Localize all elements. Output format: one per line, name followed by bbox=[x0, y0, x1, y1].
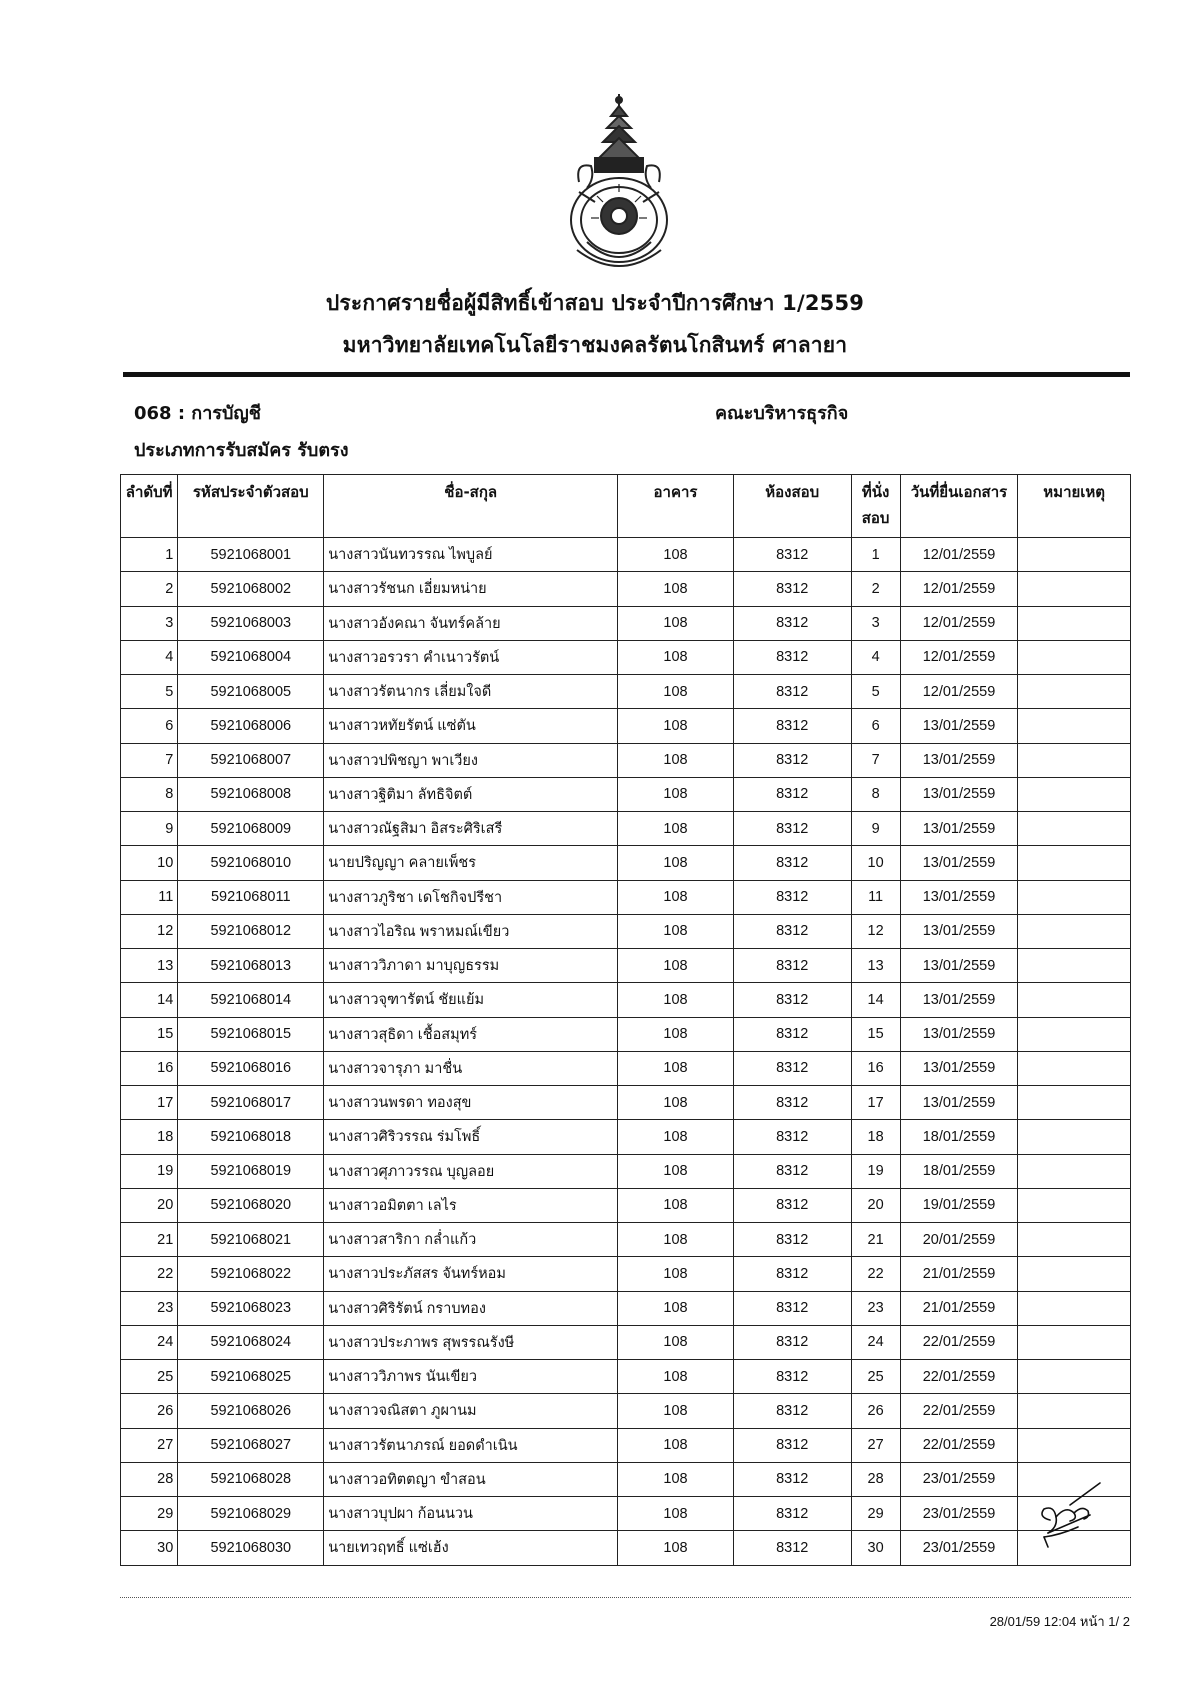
cell-room: 8312 bbox=[733, 1188, 851, 1222]
cell-remark bbox=[1018, 846, 1131, 880]
table-row bbox=[121, 675, 1131, 709]
table-row bbox=[121, 1291, 1131, 1325]
cell-name: นางสาวศุภาวรรณ บุญลอย bbox=[324, 1154, 618, 1188]
cell-name: นางสาวอทิตตญา ขำสอน bbox=[324, 1462, 618, 1496]
cell-remark bbox=[1018, 983, 1131, 1017]
cell-doc-date: 21/01/2559 bbox=[900, 1257, 1018, 1291]
cell-name: นางสาวนันทวรรณ ไพบูลย์ bbox=[324, 538, 618, 572]
cell-room: 8312 bbox=[733, 1325, 851, 1359]
cell-exam-id: 5921068026 bbox=[178, 1394, 324, 1428]
cell-room: 8312 bbox=[733, 1462, 851, 1496]
table-row bbox=[121, 1257, 1131, 1291]
cell-room: 8312 bbox=[733, 1086, 851, 1120]
cell-room: 8312 bbox=[733, 1257, 851, 1291]
cell-building: 108 bbox=[618, 1257, 734, 1291]
header-seat-line1: ที่นั่ง bbox=[861, 483, 890, 501]
cell-name: นางสาวณัฐสิมา อิสระศิริเสรี bbox=[324, 812, 618, 846]
cell-name: นางสาวฐิติมา ลัทธิจิตต์ bbox=[324, 777, 618, 811]
cell-name: นางสาวไอริณ พราหมณ์เขียว bbox=[324, 914, 618, 948]
cell-exam-id: 5921068003 bbox=[178, 606, 324, 640]
cell-name: นางสาวหทัยรัตน์ แซ่ตัน bbox=[324, 709, 618, 743]
cell-room: 8312 bbox=[733, 1531, 851, 1565]
cell-no: 6 bbox=[121, 709, 178, 743]
cell-building: 108 bbox=[618, 1291, 734, 1325]
cell-building: 108 bbox=[618, 1497, 734, 1531]
header-remark: หมายเหตุ bbox=[1018, 475, 1131, 538]
cell-name: นางสาวสาริกา กล่ำแก้ว bbox=[324, 1223, 618, 1257]
cell-no: 9 bbox=[121, 812, 178, 846]
cell-doc-date: 12/01/2559 bbox=[900, 675, 1018, 709]
university-name: มหาวิทยาลัยเทคโนโลยีราชมงคลรัตนโกสินทร์ ศาลายา bbox=[342, 333, 848, 357]
cell-no: 30 bbox=[121, 1531, 178, 1565]
cell-remark bbox=[1018, 777, 1131, 811]
cell-seat: 17 bbox=[851, 1086, 900, 1120]
cell-no: 23 bbox=[121, 1291, 178, 1325]
cell-exam-id: 5921068014 bbox=[178, 983, 324, 1017]
cell-doc-date: 20/01/2559 bbox=[900, 1223, 1018, 1257]
cell-exam-id: 5921068009 bbox=[178, 812, 324, 846]
cell-building: 108 bbox=[618, 709, 734, 743]
cell-seat: 14 bbox=[851, 983, 900, 1017]
cell-room: 8312 bbox=[733, 880, 851, 914]
cell-doc-date: 12/01/2559 bbox=[900, 538, 1018, 572]
cell-building: 108 bbox=[618, 777, 734, 811]
cell-exam-id: 5921068028 bbox=[178, 1462, 324, 1496]
cell-building: 108 bbox=[618, 640, 734, 674]
cell-room: 8312 bbox=[733, 1360, 851, 1394]
cell-doc-date: 13/01/2559 bbox=[900, 983, 1018, 1017]
cell-seat: 22 bbox=[851, 1257, 900, 1291]
cell-seat: 29 bbox=[851, 1497, 900, 1531]
header-doc-date: วันที่ยื่นเอกสาร bbox=[900, 475, 1018, 538]
cell-seat: 16 bbox=[851, 1051, 900, 1085]
table-row bbox=[121, 572, 1131, 606]
cell-exam-id: 5921068015 bbox=[178, 1017, 324, 1051]
cell-no: 19 bbox=[121, 1154, 178, 1188]
cell-building: 108 bbox=[618, 1120, 734, 1154]
cell-doc-date: 12/01/2559 bbox=[900, 572, 1018, 606]
table-header-row bbox=[121, 475, 1131, 538]
cell-name: นายเทวฤทธิ์ แซ่เฮ้ง bbox=[324, 1531, 618, 1565]
cell-doc-date: 13/01/2559 bbox=[900, 812, 1018, 846]
cell-no: 25 bbox=[121, 1360, 178, 1394]
cell-exam-id: 5921068001 bbox=[178, 538, 324, 572]
cell-doc-date: 23/01/2559 bbox=[900, 1531, 1018, 1565]
table-row bbox=[121, 538, 1131, 572]
cell-name: นางสาวภูริชา เดโชกิจปรีชา bbox=[324, 880, 618, 914]
table-row bbox=[121, 983, 1131, 1017]
cell-name: นางสาวประภาพร สุพรรณรังษี bbox=[324, 1325, 618, 1359]
cell-remark bbox=[1018, 812, 1131, 846]
cell-exam-id: 5921068017 bbox=[178, 1086, 324, 1120]
cell-room: 8312 bbox=[733, 743, 851, 777]
cell-remark bbox=[1018, 743, 1131, 777]
cell-no: 16 bbox=[121, 1051, 178, 1085]
cell-doc-date: 13/01/2559 bbox=[900, 846, 1018, 880]
cell-doc-date: 21/01/2559 bbox=[900, 1291, 1018, 1325]
cell-remark bbox=[1018, 1428, 1131, 1462]
cell-building: 108 bbox=[618, 743, 734, 777]
cell-room: 8312 bbox=[733, 709, 851, 743]
cell-name: นางสาวนพรดา ทองสุข bbox=[324, 1086, 618, 1120]
cell-seat: 2 bbox=[851, 572, 900, 606]
cell-room: 8312 bbox=[733, 914, 851, 948]
cell-doc-date: 12/01/2559 bbox=[900, 640, 1018, 674]
cell-seat: 5 bbox=[851, 675, 900, 709]
cell-exam-id: 5921068012 bbox=[178, 914, 324, 948]
cell-remark bbox=[1018, 538, 1131, 572]
cell-name: นายปริญญา คลายเพ็ชร bbox=[324, 846, 618, 880]
cell-doc-date: 13/01/2559 bbox=[900, 1017, 1018, 1051]
cell-doc-date: 13/01/2559 bbox=[900, 709, 1018, 743]
cell-name: นางสาวอังคณา จันทร์คล้าย bbox=[324, 606, 618, 640]
cell-remark bbox=[1018, 1257, 1131, 1291]
faculty-label: คณะบริหารธุรกิจ bbox=[715, 403, 849, 424]
cell-exam-id: 5921068010 bbox=[178, 846, 324, 880]
cell-no: 27 bbox=[121, 1428, 178, 1462]
footer-divider bbox=[120, 1597, 1131, 1598]
cell-room: 8312 bbox=[733, 1051, 851, 1085]
cell-no: 5 bbox=[121, 675, 178, 709]
cell-name: นางสาวจณิสตา ภูผานม bbox=[324, 1394, 618, 1428]
cell-name: นางสาวศิริรัตน์ กราบทอง bbox=[324, 1291, 618, 1325]
cell-exam-id: 5921068013 bbox=[178, 949, 324, 983]
cell-remark bbox=[1018, 1051, 1131, 1085]
cell-seat: 7 bbox=[851, 743, 900, 777]
cell-doc-date: 13/01/2559 bbox=[900, 880, 1018, 914]
cell-name: นางสาวอมิตตา เลไร bbox=[324, 1188, 618, 1222]
cell-building: 108 bbox=[618, 1360, 734, 1394]
cell-doc-date: 22/01/2559 bbox=[900, 1428, 1018, 1462]
cell-no: 11 bbox=[121, 880, 178, 914]
cell-remark bbox=[1018, 1360, 1131, 1394]
cell-remark bbox=[1018, 640, 1131, 674]
cell-name: นางสาวรัตนาภรณ์ ยอดดำเนิน bbox=[324, 1428, 618, 1462]
cell-no: 1 bbox=[121, 538, 178, 572]
table-row bbox=[121, 1462, 1131, 1496]
cell-no: 22 bbox=[121, 1257, 178, 1291]
table-row bbox=[121, 1360, 1131, 1394]
cell-remark bbox=[1018, 1120, 1131, 1154]
cell-building: 108 bbox=[618, 675, 734, 709]
cell-exam-id: 5921068021 bbox=[178, 1223, 324, 1257]
cell-seat: 18 bbox=[851, 1120, 900, 1154]
cell-no: 20 bbox=[121, 1188, 178, 1222]
cell-building: 108 bbox=[618, 1086, 734, 1120]
cell-no: 24 bbox=[121, 1325, 178, 1359]
cell-building: 108 bbox=[618, 914, 734, 948]
cell-name: นางสาวบุปผา ก้อนนวน bbox=[324, 1497, 618, 1531]
cell-seat: 12 bbox=[851, 914, 900, 948]
cell-seat: 27 bbox=[851, 1428, 900, 1462]
cell-building: 108 bbox=[618, 1051, 734, 1085]
table-row bbox=[121, 1325, 1131, 1359]
cell-room: 8312 bbox=[733, 1120, 851, 1154]
cell-seat: 3 bbox=[851, 606, 900, 640]
cell-name: นางสาวประภัสสร จันทร์หอม bbox=[324, 1257, 618, 1291]
table-row bbox=[121, 1120, 1131, 1154]
cell-doc-date: 13/01/2559 bbox=[900, 777, 1018, 811]
cell-exam-id: 5921068023 bbox=[178, 1291, 324, 1325]
table-row bbox=[121, 1154, 1131, 1188]
cell-no: 28 bbox=[121, 1462, 178, 1496]
cell-seat: 13 bbox=[851, 949, 900, 983]
cell-remark bbox=[1018, 606, 1131, 640]
cell-seat: 23 bbox=[851, 1291, 900, 1325]
cell-no: 4 bbox=[121, 640, 178, 674]
table-row bbox=[121, 880, 1131, 914]
cell-name: นางสาววิภาดา มาบุญธรรม bbox=[324, 949, 618, 983]
cell-name: นางสาวศิริวรรณ ร่มโพธิ์ bbox=[324, 1120, 618, 1154]
cell-name: นางสาวอรวรา คำเนาวรัตน์ bbox=[324, 640, 618, 674]
cell-doc-date: 12/01/2559 bbox=[900, 606, 1018, 640]
cell-no: 12 bbox=[121, 914, 178, 948]
cell-seat: 8 bbox=[851, 777, 900, 811]
cell-building: 108 bbox=[618, 846, 734, 880]
cell-exam-id: 5921068020 bbox=[178, 1188, 324, 1222]
cell-remark bbox=[1018, 1291, 1131, 1325]
cell-seat: 24 bbox=[851, 1325, 900, 1359]
header-building: อาคาร bbox=[618, 475, 734, 538]
cell-remark bbox=[1018, 1325, 1131, 1359]
cell-name: นางสาวจุฑารัตน์ ชัยแย้ม bbox=[324, 983, 618, 1017]
cell-remark bbox=[1018, 1154, 1131, 1188]
cell-room: 8312 bbox=[733, 675, 851, 709]
handwritten-signature bbox=[1030, 1475, 1110, 1550]
table-row bbox=[121, 1051, 1131, 1085]
cell-no: 13 bbox=[121, 949, 178, 983]
cell-no: 18 bbox=[121, 1120, 178, 1154]
cell-doc-date: 13/01/2559 bbox=[900, 743, 1018, 777]
table-row bbox=[121, 1188, 1131, 1222]
cell-remark bbox=[1018, 880, 1131, 914]
cell-no: 21 bbox=[121, 1223, 178, 1257]
cell-seat: 19 bbox=[851, 1154, 900, 1188]
print-timestamp-page: 28/01/59 12:04 หน้า 1/ 2 bbox=[989, 1614, 1130, 1629]
table-row bbox=[121, 914, 1131, 948]
cell-room: 8312 bbox=[733, 1223, 851, 1257]
cell-doc-date: 23/01/2559 bbox=[900, 1462, 1018, 1496]
table-row bbox=[121, 1086, 1131, 1120]
cell-name: นางสาวรัชนก เอี่ยมหน่าย bbox=[324, 572, 618, 606]
cell-building: 108 bbox=[618, 983, 734, 1017]
cell-no: 10 bbox=[121, 846, 178, 880]
cell-no: 26 bbox=[121, 1394, 178, 1428]
header-divider bbox=[123, 372, 1130, 377]
cell-seat: 25 bbox=[851, 1360, 900, 1394]
cell-no: 29 bbox=[121, 1497, 178, 1531]
cell-doc-date: 19/01/2559 bbox=[900, 1188, 1018, 1222]
header-exam-id: รหัสประจำตัวสอบ bbox=[178, 475, 324, 538]
announcement-title: ประกาศรายชื่อผู้มีสิทธิ์เข้าสอบ ประจำปีการศึกษา 1/2559 bbox=[325, 291, 865, 315]
cell-room: 8312 bbox=[733, 1291, 851, 1325]
cell-room: 8312 bbox=[733, 846, 851, 880]
cell-exam-id: 5921068030 bbox=[178, 1531, 324, 1565]
cell-remark bbox=[1018, 914, 1131, 948]
cell-exam-id: 5921068018 bbox=[178, 1120, 324, 1154]
cell-seat: 9 bbox=[851, 812, 900, 846]
cell-building: 108 bbox=[618, 1462, 734, 1496]
cell-building: 108 bbox=[618, 949, 734, 983]
cell-building: 108 bbox=[618, 538, 734, 572]
cell-no: 17 bbox=[121, 1086, 178, 1120]
table-row bbox=[121, 812, 1131, 846]
cell-doc-date: 13/01/2559 bbox=[900, 1086, 1018, 1120]
cell-room: 8312 bbox=[733, 983, 851, 1017]
cell-seat: 21 bbox=[851, 1223, 900, 1257]
table-row bbox=[121, 1394, 1131, 1428]
cell-doc-date: 22/01/2559 bbox=[900, 1360, 1018, 1394]
header-name: ชื่อ-สกุล bbox=[324, 475, 618, 538]
university-emblem-icon bbox=[565, 92, 673, 278]
cell-seat: 4 bbox=[851, 640, 900, 674]
cell-room: 8312 bbox=[733, 1394, 851, 1428]
cell-room: 8312 bbox=[733, 1017, 851, 1051]
candidate-table bbox=[120, 474, 1131, 1566]
cell-remark bbox=[1018, 572, 1131, 606]
cell-no: 3 bbox=[121, 606, 178, 640]
cell-remark bbox=[1018, 949, 1131, 983]
cell-name: นางสาวปพิชญา พาเวียง bbox=[324, 743, 618, 777]
cell-room: 8312 bbox=[733, 777, 851, 811]
table-row bbox=[121, 1428, 1131, 1462]
cell-building: 108 bbox=[618, 1531, 734, 1565]
cell-seat: 1 bbox=[851, 538, 900, 572]
cell-remark bbox=[1018, 1017, 1131, 1051]
cell-exam-id: 5921068019 bbox=[178, 1154, 324, 1188]
cell-seat: 15 bbox=[851, 1017, 900, 1051]
table-row bbox=[121, 1223, 1131, 1257]
cell-doc-date: 22/01/2559 bbox=[900, 1325, 1018, 1359]
cell-room: 8312 bbox=[733, 1154, 851, 1188]
cell-remark bbox=[1018, 1086, 1131, 1120]
cell-name: นางสาวจารุภา มาชื่น bbox=[324, 1051, 618, 1085]
major-label: 068 : การบัญชี bbox=[134, 403, 261, 424]
cell-exam-id: 5921068005 bbox=[178, 675, 324, 709]
cell-seat: 11 bbox=[851, 880, 900, 914]
header-seat-line2: สอบ bbox=[861, 509, 890, 527]
cell-name: นางสาวสุธิดา เชื้อสมุทร์ bbox=[324, 1017, 618, 1051]
cell-exam-id: 5921068016 bbox=[178, 1051, 324, 1085]
cell-doc-date: 13/01/2559 bbox=[900, 949, 1018, 983]
cell-exam-id: 5921068024 bbox=[178, 1325, 324, 1359]
cell-exam-id: 5921068002 bbox=[178, 572, 324, 606]
cell-building: 108 bbox=[618, 812, 734, 846]
cell-doc-date: 18/01/2559 bbox=[900, 1120, 1018, 1154]
table-row bbox=[121, 743, 1131, 777]
cell-exam-id: 5921068025 bbox=[178, 1360, 324, 1394]
cell-no: 14 bbox=[121, 983, 178, 1017]
cell-seat: 10 bbox=[851, 846, 900, 880]
header-room: ห้องสอบ bbox=[733, 475, 851, 538]
cell-exam-id: 5921068008 bbox=[178, 777, 324, 811]
cell-room: 8312 bbox=[733, 812, 851, 846]
cell-building: 108 bbox=[618, 1428, 734, 1462]
table-row bbox=[121, 1531, 1131, 1565]
cell-name: นางสาวรัตนากร เลี่ยมใจดี bbox=[324, 675, 618, 709]
application-type-label: ประเภทการรับสมัคร รับตรง bbox=[134, 440, 349, 461]
cell-exam-id: 5921068022 bbox=[178, 1257, 324, 1291]
cell-remark bbox=[1018, 675, 1131, 709]
cell-remark bbox=[1018, 709, 1131, 743]
cell-exam-id: 5921068011 bbox=[178, 880, 324, 914]
cell-remark bbox=[1018, 1394, 1131, 1428]
header-seat bbox=[851, 475, 900, 538]
cell-room: 8312 bbox=[733, 606, 851, 640]
cell-doc-date: 23/01/2559 bbox=[900, 1497, 1018, 1531]
cell-seat: 30 bbox=[851, 1531, 900, 1565]
table-row bbox=[121, 949, 1131, 983]
cell-seat: 26 bbox=[851, 1394, 900, 1428]
cell-exam-id: 5921068004 bbox=[178, 640, 324, 674]
cell-building: 108 bbox=[618, 1188, 734, 1222]
cell-doc-date: 13/01/2559 bbox=[900, 914, 1018, 948]
cell-room: 8312 bbox=[733, 1497, 851, 1531]
cell-building: 108 bbox=[618, 572, 734, 606]
cell-room: 8312 bbox=[733, 1428, 851, 1462]
cell-seat: 20 bbox=[851, 1188, 900, 1222]
table-row bbox=[121, 1497, 1131, 1531]
cell-seat: 28 bbox=[851, 1462, 900, 1496]
table-row bbox=[121, 709, 1131, 743]
cell-exam-id: 5921068027 bbox=[178, 1428, 324, 1462]
cell-no: 2 bbox=[121, 572, 178, 606]
cell-doc-date: 13/01/2559 bbox=[900, 1051, 1018, 1085]
cell-seat: 6 bbox=[851, 709, 900, 743]
table-row bbox=[121, 640, 1131, 674]
table-row bbox=[121, 846, 1131, 880]
cell-name: นางสาววิภาพร นันเขียว bbox=[324, 1360, 618, 1394]
cell-exam-id: 5921068006 bbox=[178, 709, 324, 743]
cell-building: 108 bbox=[618, 1223, 734, 1257]
cell-room: 8312 bbox=[733, 538, 851, 572]
table-row bbox=[121, 606, 1131, 640]
cell-room: 8312 bbox=[733, 949, 851, 983]
table-row bbox=[121, 1017, 1131, 1051]
cell-building: 108 bbox=[618, 1394, 734, 1428]
table-row bbox=[121, 777, 1131, 811]
cell-doc-date: 22/01/2559 bbox=[900, 1394, 1018, 1428]
cell-building: 108 bbox=[618, 1017, 734, 1051]
cell-remark bbox=[1018, 1223, 1131, 1257]
cell-building: 108 bbox=[618, 606, 734, 640]
cell-room: 8312 bbox=[733, 572, 851, 606]
cell-exam-id: 5921068007 bbox=[178, 743, 324, 777]
cell-remark bbox=[1018, 1188, 1131, 1222]
cell-room: 8312 bbox=[733, 640, 851, 674]
cell-exam-id: 5921068029 bbox=[178, 1497, 324, 1531]
cell-no: 7 bbox=[121, 743, 178, 777]
cell-building: 108 bbox=[618, 1325, 734, 1359]
cell-no: 15 bbox=[121, 1017, 178, 1051]
cell-building: 108 bbox=[618, 880, 734, 914]
cell-no: 8 bbox=[121, 777, 178, 811]
header-no: ลำดับที่ bbox=[121, 475, 178, 538]
cell-building: 108 bbox=[618, 1154, 734, 1188]
cell-doc-date: 18/01/2559 bbox=[900, 1154, 1018, 1188]
